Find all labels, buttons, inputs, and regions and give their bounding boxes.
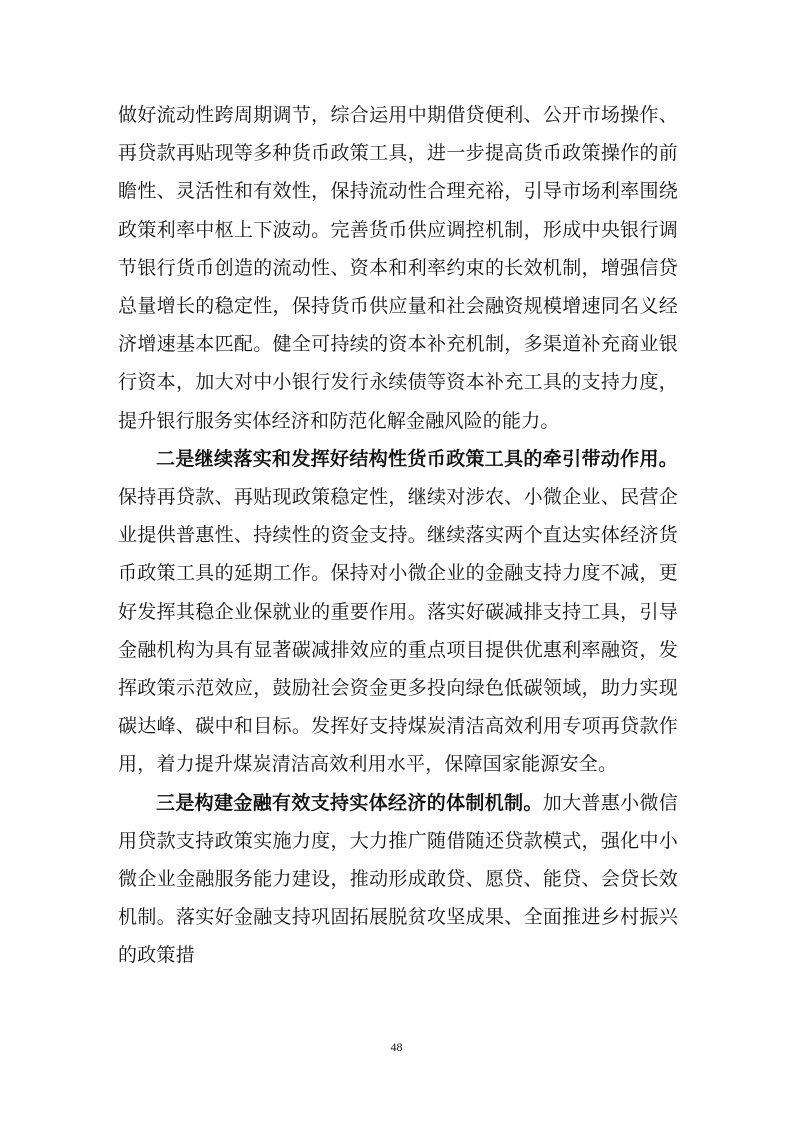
page-number: 48: [390, 1040, 403, 1054]
paragraph-3-heading: 三是构建金融有效支持实体经济的体制机制。: [156, 791, 543, 814]
paragraph-3: [118, 784, 678, 975]
document-body: [118, 96, 678, 975]
paragraph-2-heading: 二是继续落实和发挥好结构性货币政策工具的牵引带动作用。: [156, 447, 678, 470]
paragraph-3-text: 加大普惠小微信用贷款支持政策实施力度，大力推广随借随还贷款模式，强化中小微企业金融服务能力建设，推动形成敢贷、愿贷、能贷、会贷长效机制。落实好金融支持巩固拓展脱贫攻坚成果、全面推进乡村振兴的政策措: [118, 791, 678, 967]
paragraph-2: [118, 440, 678, 784]
paragraph-1: [118, 96, 678, 440]
paragraph-2-text: 保持再贷款、再贴现政策稳定性，继续对涉农、小微企业、民营企业提供普惠性、持续性的资金支持。继续落实两个直达实体经济货币政策工具的延期工作。保持对小微企业的金融支持力度不减，更好发挥其稳企业保就业的重要作用。落实好碳减排支持工具，引导金融机构为具有显著碳减排效应的重点项目提供优惠利率融资，发挥政策示范效应，鼓励社会资金更多投向绿色低碳领域，助力实现碳达峰、碳中和目标。发挥好支持煤炭清洁高效利用专项再贷款作用，着力提升煤炭清洁高效利用水平，保障国家能源安全。: [118, 486, 678, 776]
paragraph-1-text: 做好流动性跨周期调节，综合运用中期借贷便利、公开市场操作、再贷款再贴现等多种货币政策工具，进一步提高货币政策操作的前瞻性、灵活性和有效性，保持流动性合理充裕，引导市场利率围绕政策利率中枢上下波动。完善货币供应调控机制，形成中央银行调节银行货币创造的流动性、资本和利率约束的长效机制，增强信贷总量增长的稳定性，保持货币供应量和社会融资规模增速同名义经济增速基本匹配。健全可持续的资本补充机制，多渠道补充商业银行资本，加大对中小银行发行永续债等资本补充工具的支持力度，提升银行服务实体经济和防范化解金融风险的能力。: [118, 104, 678, 432]
